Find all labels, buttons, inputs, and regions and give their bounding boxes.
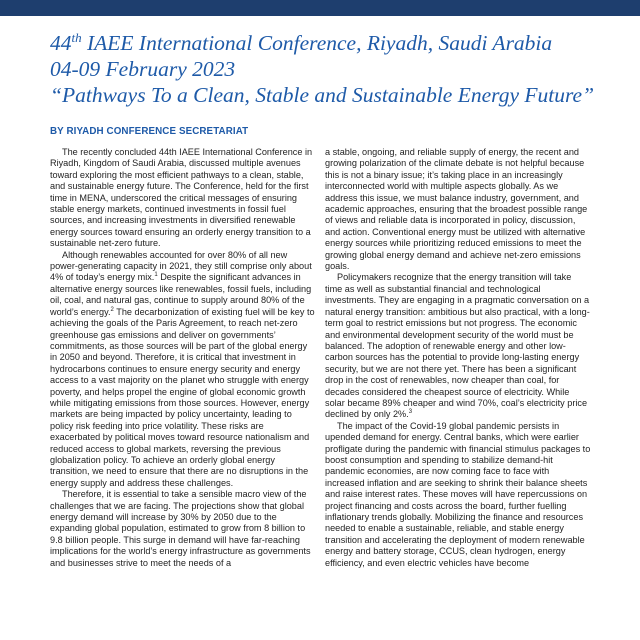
header-conference-line [50, 30, 630, 56]
paragraph: Therefore, it is essential to take a sensible macro view of the challenges that we are facing. The projections show that global energy demand will increase by 30% by 2050 due to the expanding global population, estimated to grow from 8 billion to 9.8 billion people. This surge in demand will have far-reaching implications for the world’s energy infrastructure as governments and businesses strive to meet the needs of a [50, 489, 311, 568]
footnote-ref: 2 [110, 306, 114, 313]
header-edition-number: 44 [50, 31, 72, 55]
paragraph: The impact of the Covid-19 global pandemic persists in upended demand for energy. Central banks, which were earlier profligate during the pandemic with financial stimulus packages to boost consumption and spending to stabilize demand-hit pandemic economies, are now coming face to face with increased inflation and are seeking to shrink their balance sheets and raise interest rates. These moves will have repercussions on project financing and costs across the board, further fuelling inflationary trends globally. Mobilizing the finance and resources needed to enable a sustainable, reliable, and stable energy transition and accelerating the deployment of modern renewable energy and battery storage, CCUS, clean hydrogen, energy efficiency, and even electric vehicles have become [325, 420, 591, 568]
footnote-ref: 3 [408, 409, 413, 416]
paragraph-text: The decarbonization of existing fuel will be key to achieving the goals of the Paris Agreement, to reach net-zero greenhouse gas emissions and deliver on governments’ commitments, as those sources will be part of the global energy in 2050 and beyond. Therefore, it is critical that investment in hydrocarbons continues to ensure energy security and energy access to a vast majority on the planet who struggle with energy poverty, and helps propel the engine of global economic growth while mitigating emissions from those sources. However, energy markets are being impacted by policy uncertainty, leading to policy risk feeding into price volatility. These risks are exacerbated by political moves toward resource nationalism and reduced access to global markets, reversing the previous globalization policy. To achieve an orderly global energy transition, we need to ensure that there are no disruptions in the energy supply and address these challenges. [50, 306, 315, 488]
left-column [50, 145, 316, 569]
footnote-ref: 1 [154, 272, 158, 279]
paragraph [50, 250, 316, 490]
paragraph: The recently concluded 44th IAEE International Conference in Riyadh, Kingdom of Saudi Arabia, discussed multiple avenues toward exploring the most efficient pathways to a clean, stable, and sustainable energy future. The Conference, held for the first time in MENA, underscored the critical messages of ensuring stable energy markets, continued investments in fossil fuel sources, and increasing investments in diversified renewable energy sources toward ensuring an orderly energy transition to a sustainable net-zero future. [50, 147, 313, 249]
right-column [325, 145, 591, 569]
header-dates: 04-09 February 2023 [50, 57, 236, 81]
paragraph: a stable, ongoing, and reliable supply of energy, the recent and growing polarization of the climate debate is not helpful because this is not a binary issue; it’s taking place in an increasingly interconnected world with multiple aspects globally. As we address this issue, we must balance industry, government, and academic approaches, ensuring that the broadest possible range of views and reliable data is incorporated in policy, discussion, and action. Conventional energy must be utilized with alternative energy sources while prioritizing reduced emissions to meet the growing global energy demand and achieve net-zero emissions goals. [325, 147, 588, 272]
article-header [50, 30, 630, 108]
header-conference-title: IAEE International Conference, Riyadh, Saudi Arabia [81, 31, 553, 55]
header-edition-suffix: th [71, 29, 82, 45]
header-theme: “Pathways To a Clean, Stable and Sustainable Energy Future” [50, 83, 595, 107]
byline: BY RIYADH CONFERENCE SECRETARIAT [50, 126, 249, 137]
paragraph-text: Despite the significant advances in alternative energy sources like renewables, fossil fuels, including oil, coal, and natural gas, continue to supply around 80% of the world’s energy. [50, 272, 312, 317]
paragraph-text: Although renewables accounted for over 80% of all new power-generating capacity in 2021, they still comprise only about 4% of today’s energy mix. [50, 249, 312, 283]
paragraph-text: Policymakers recognize that the energy transition will take time as well as substantial financial and technological investments. They are engaging in a pragmatic conversation on a natural energy transition: ambitious but also practical, with a long-term goal to restrict emissions but not progress. The economic and environmental development security of the world must be balanced. The adoption of renewable energy and other low-carbon sources has the potential to provide long-lasting energy security, but we are not there yet. There has been a significant drop in the cost of renewables, now cheaper than coal, for decades considered the cheapest source of electricity. While solar became 89% cheaper and wind 70%, coal’s electricity price declined by only 2%. [325, 272, 590, 420]
paragraph [325, 272, 591, 420]
top-banner-bar [0, 0, 640, 16]
